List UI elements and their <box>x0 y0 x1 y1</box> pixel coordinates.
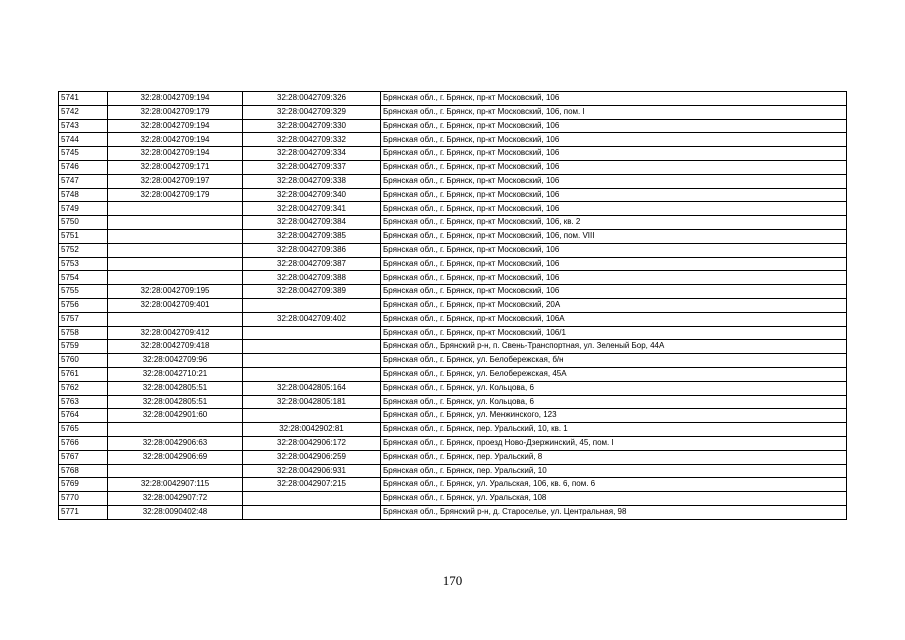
row-number-cell: 5751 <box>59 229 108 243</box>
table-row <box>59 257 847 271</box>
row-number-cell: 5771 <box>59 505 108 519</box>
object-cadastral-number-cell: 32:28:0042906:259 <box>243 450 381 464</box>
table-row <box>59 464 847 478</box>
object-cadastral-number-cell: 32:28:0042709:387 <box>243 257 381 271</box>
table-body <box>59 92 847 520</box>
object-cadastral-number-cell: 32:28:0042709:326 <box>243 92 381 106</box>
row-number-cell: 5744 <box>59 133 108 147</box>
row-number-cell: 5767 <box>59 450 108 464</box>
cadastral-number-cell: 32:28:0042907:115 <box>108 478 243 492</box>
row-number-cell: 5746 <box>59 160 108 174</box>
row-number-cell: 5755 <box>59 285 108 299</box>
table-row <box>59 354 847 368</box>
address-cell: Брянская обл., г. Брянск, ул. Менжинского, 123 <box>381 409 847 423</box>
cadastral-number-cell: 32:28:0090402:48 <box>108 505 243 519</box>
cadastral-number-cell <box>108 271 243 285</box>
cadastral-number-cell <box>108 423 243 437</box>
row-number-cell: 5757 <box>59 312 108 326</box>
cadastral-number-cell: 32:28:0042710:21 <box>108 367 243 381</box>
row-number-cell: 5742 <box>59 105 108 119</box>
table-row <box>59 450 847 464</box>
table-row <box>59 381 847 395</box>
object-cadastral-number-cell <box>243 340 381 354</box>
object-cadastral-number-cell: 32:28:0042709:334 <box>243 147 381 161</box>
cadastral-number-cell <box>108 312 243 326</box>
row-number-cell: 5753 <box>59 257 108 271</box>
row-number-cell: 5761 <box>59 367 108 381</box>
cadastral-number-cell: 32:28:0042709:96 <box>108 354 243 368</box>
table-row <box>59 505 847 519</box>
table-row <box>59 436 847 450</box>
table-row <box>59 92 847 106</box>
row-number-cell: 5754 <box>59 271 108 285</box>
cadastral-number-cell <box>108 243 243 257</box>
table-row <box>59 271 847 285</box>
address-cell: Брянская обл., г. Брянск, пр-кт Московский, 106 <box>381 133 847 147</box>
row-number-cell: 5758 <box>59 326 108 340</box>
cadastral-number-cell: 32:28:0042709:194 <box>108 133 243 147</box>
object-cadastral-number-cell: 32:28:0042709:386 <box>243 243 381 257</box>
table-row <box>59 423 847 437</box>
address-cell: Брянская обл., Брянский р-н, д. Староселье, ул. Центральная, 98 <box>381 505 847 519</box>
address-cell: Брянская обл., г. Брянск, пр-кт Московский, 106 <box>381 188 847 202</box>
address-cell: Брянская обл., г. Брянск, пр-кт Московский, 106 <box>381 160 847 174</box>
cadastral-number-cell <box>108 464 243 478</box>
object-cadastral-number-cell: 32:28:0042805:181 <box>243 395 381 409</box>
cadastral-number-cell: 32:28:0042709:179 <box>108 188 243 202</box>
row-number-cell: 5741 <box>59 92 108 106</box>
object-cadastral-number-cell: 32:28:0042709:329 <box>243 105 381 119</box>
row-number-cell: 5747 <box>59 174 108 188</box>
address-cell: Брянская обл., Брянский р-н, п. Свень-Транспортная, ул. Зеленый Бор, 44А <box>381 340 847 354</box>
cadastral-number-cell: 32:28:0042906:63 <box>108 436 243 450</box>
object-cadastral-number-cell: 32:28:0042709:341 <box>243 202 381 216</box>
address-cell: Брянская обл., г. Брянск, пр-кт Московский, 20А <box>381 298 847 312</box>
cadastral-number-cell: 32:28:0042709:194 <box>108 92 243 106</box>
address-cell: Брянская обл., г. Брянск, ул. Кольцова, 6 <box>381 381 847 395</box>
address-cell: Брянская обл., г. Брянск, пр-кт Московский, 106 <box>381 174 847 188</box>
cadastral-number-cell: 32:28:0042805:51 <box>108 381 243 395</box>
object-cadastral-number-cell <box>243 354 381 368</box>
table-row <box>59 119 847 133</box>
cadastral-number-cell: 32:28:0042709:197 <box>108 174 243 188</box>
property-registry-table <box>58 91 847 520</box>
object-cadastral-number-cell <box>243 367 381 381</box>
address-cell: Брянская обл., г. Брянск, пер. Уральский, 10 <box>381 464 847 478</box>
cadastral-number-cell: 32:28:0042709:194 <box>108 119 243 133</box>
table-row <box>59 174 847 188</box>
cadastral-number-cell <box>108 202 243 216</box>
object-cadastral-number-cell: 32:28:0042906:172 <box>243 436 381 450</box>
address-cell: Брянская обл., г. Брянск, ул. Белобережская, б/н <box>381 354 847 368</box>
row-number-cell: 5763 <box>59 395 108 409</box>
address-cell: Брянская обл., г. Брянск, пр-кт Московский, 106 <box>381 147 847 161</box>
address-cell: Брянская обл., г. Брянск, пр-кт Московский, 106 <box>381 257 847 271</box>
address-cell: Брянская обл., г. Брянск, пр-кт Московский, 106/1 <box>381 326 847 340</box>
object-cadastral-number-cell: 32:28:0042709:388 <box>243 271 381 285</box>
address-cell: Брянская обл., г. Брянск, проезд Ново-Дзержинский, 45, пом. I <box>381 436 847 450</box>
row-number-cell: 5765 <box>59 423 108 437</box>
address-cell: Брянская обл., г. Брянск, пр-кт Московский, 106А <box>381 312 847 326</box>
object-cadastral-number-cell: 32:28:0042709:330 <box>243 119 381 133</box>
address-cell: Брянская обл., г. Брянск, ул. Уральская, 108 <box>381 492 847 506</box>
object-cadastral-number-cell <box>243 492 381 506</box>
cadastral-number-cell: 32:28:0042906:69 <box>108 450 243 464</box>
table-row <box>59 188 847 202</box>
table-row <box>59 202 847 216</box>
table-row <box>59 160 847 174</box>
row-number-cell: 5748 <box>59 188 108 202</box>
cadastral-number-cell: 32:28:0042709:171 <box>108 160 243 174</box>
table-row <box>59 395 847 409</box>
table-row <box>59 492 847 506</box>
object-cadastral-number-cell: 32:28:0042709:340 <box>243 188 381 202</box>
table-row <box>59 478 847 492</box>
row-number-cell: 5762 <box>59 381 108 395</box>
table-row <box>59 133 847 147</box>
row-number-cell: 5750 <box>59 216 108 230</box>
object-cadastral-number-cell <box>243 298 381 312</box>
row-number-cell: 5769 <box>59 478 108 492</box>
table-row <box>59 229 847 243</box>
table-row <box>59 409 847 423</box>
object-cadastral-number-cell: 32:28:0042902:81 <box>243 423 381 437</box>
cadastral-number-cell: 32:28:0042805:51 <box>108 395 243 409</box>
address-cell: Брянская обл., г. Брянск, пр-кт Московский, 106, пом. I <box>381 105 847 119</box>
object-cadastral-number-cell: 32:28:0042709:402 <box>243 312 381 326</box>
object-cadastral-number-cell: 32:28:0042709:332 <box>243 133 381 147</box>
cadastral-number-cell <box>108 257 243 271</box>
row-number-cell: 5766 <box>59 436 108 450</box>
address-cell: Брянская обл., г. Брянск, пр-кт Московский, 106 <box>381 119 847 133</box>
object-cadastral-number-cell: 32:28:0042907:215 <box>243 478 381 492</box>
address-cell: Брянская обл., г. Брянск, пр-кт Московский, 106 <box>381 243 847 257</box>
address-cell: Брянская обл., г. Брянск, пр-кт Московский, 106 <box>381 271 847 285</box>
row-number-cell: 5743 <box>59 119 108 133</box>
cadastral-number-cell: 32:28:0042709:179 <box>108 105 243 119</box>
table-row <box>59 147 847 161</box>
address-cell: Брянская обл., г. Брянск, пр-кт Московский, 106, пом. VIII <box>381 229 847 243</box>
cadastral-number-cell: 32:28:0042709:401 <box>108 298 243 312</box>
cadastral-number-cell: 32:28:0042709:195 <box>108 285 243 299</box>
object-cadastral-number-cell: 32:28:0042906:931 <box>243 464 381 478</box>
cadastral-number-cell <box>108 229 243 243</box>
row-number-cell: 5770 <box>59 492 108 506</box>
row-number-cell: 5764 <box>59 409 108 423</box>
object-cadastral-number-cell: 32:28:0042709:385 <box>243 229 381 243</box>
cadastral-number-cell: 32:28:0042709:194 <box>108 147 243 161</box>
object-cadastral-number-cell: 32:28:0042709:389 <box>243 285 381 299</box>
row-number-cell: 5756 <box>59 298 108 312</box>
row-number-cell: 5759 <box>59 340 108 354</box>
cadastral-number-cell: 32:28:0042901:60 <box>108 409 243 423</box>
address-cell: Брянская обл., г. Брянск, пер. Уральский, 8 <box>381 450 847 464</box>
object-cadastral-number-cell <box>243 326 381 340</box>
address-cell: Брянская обл., г. Брянск, пр-кт Московский, 106 <box>381 285 847 299</box>
cadastral-number-cell <box>108 216 243 230</box>
row-number-cell: 5752 <box>59 243 108 257</box>
address-cell: Брянская обл., г. Брянск, пер. Уральский, 10, кв. 1 <box>381 423 847 437</box>
table-row <box>59 340 847 354</box>
object-cadastral-number-cell: 32:28:0042805:164 <box>243 381 381 395</box>
cadastral-number-cell: 32:28:0042907:72 <box>108 492 243 506</box>
table-row <box>59 285 847 299</box>
table-row <box>59 216 847 230</box>
address-cell: Брянская обл., г. Брянск, пр-кт Московский, 106 <box>381 92 847 106</box>
address-cell: Брянская обл., г. Брянск, пр-кт Московский, 106 <box>381 202 847 216</box>
row-number-cell: 5768 <box>59 464 108 478</box>
address-cell: Брянская обл., г. Брянск, пр-кт Московский, 106, кв. 2 <box>381 216 847 230</box>
address-cell: Брянская обл., г. Брянск, ул. Кольцова, 6 <box>381 395 847 409</box>
object-cadastral-number-cell: 32:28:0042709:337 <box>243 160 381 174</box>
row-number-cell: 5760 <box>59 354 108 368</box>
table-row <box>59 326 847 340</box>
address-cell: Брянская обл., г. Брянск, ул. Уральская, 106, кв. 6, пом. 6 <box>381 478 847 492</box>
object-cadastral-number-cell: 32:28:0042709:384 <box>243 216 381 230</box>
row-number-cell: 5745 <box>59 147 108 161</box>
object-cadastral-number-cell: 32:28:0042709:338 <box>243 174 381 188</box>
table-row <box>59 105 847 119</box>
address-cell: Брянская обл., г. Брянск, ул. Белобережская, 45А <box>381 367 847 381</box>
cadastral-number-cell: 32:28:0042709:412 <box>108 326 243 340</box>
table-row <box>59 298 847 312</box>
row-number-cell: 5749 <box>59 202 108 216</box>
table-row <box>59 312 847 326</box>
table-row <box>59 243 847 257</box>
cadastral-number-cell: 32:28:0042709:418 <box>108 340 243 354</box>
object-cadastral-number-cell <box>243 409 381 423</box>
table-row <box>59 367 847 381</box>
object-cadastral-number-cell <box>243 505 381 519</box>
page-number: 170 <box>442 573 463 588</box>
